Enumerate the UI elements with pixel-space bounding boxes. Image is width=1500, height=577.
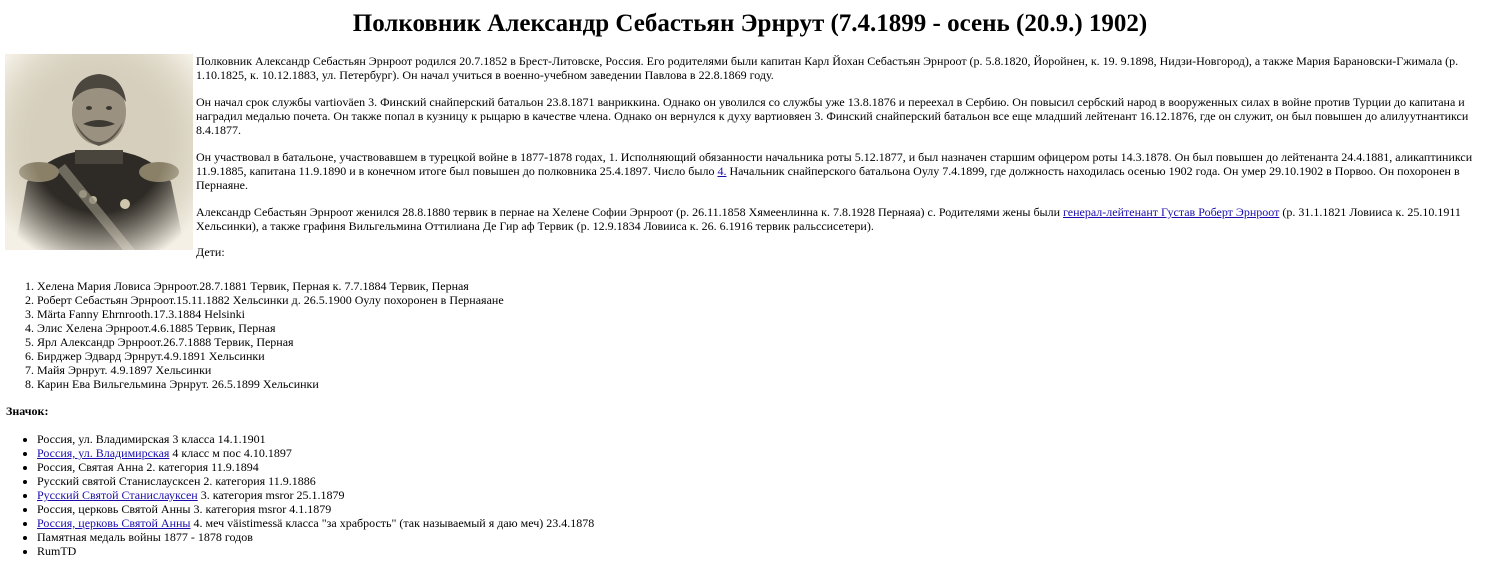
badge-text: Россия, ул. Владимирская 3 класса 14.1.1901 — [37, 432, 266, 446]
list-item — [37, 516, 1500, 530]
marriage-text-start: Александр Себастьян Эрнроот женился 28.8.1880 тервик в пернае на Хелене Софии Эрнроот (р. 26.11.1858 Хямеенлинна к. 7.8.1928 Пернаяа) с. Родителями жены были — [196, 205, 1064, 219]
list-item: 2. Роберт Себастьян Эрнроот.15.11.1882 Хельсинки д. 26.5.1900 Оулу похоронен в Пернаяане — [37, 293, 1500, 307]
badge-link[interactable]: Русский Святой Станислауксен — [37, 488, 198, 502]
badge-text: Россия, Святая Анна 2. категория 11.9.1894 — [37, 460, 259, 474]
badges-heading: Значок: — [6, 404, 49, 418]
children-list — [0, 279, 1500, 391]
list-item: 6. Бирджер Эдвард Эрнрут.4.9.1891 Хельсинки — [37, 349, 1500, 363]
list-item: 4. Элис Хелена Эрнроот.4.6.1885 Тервик, Перная — [37, 321, 1500, 335]
list-item — [37, 432, 1500, 446]
page-title: Полковник Александр Себастьян Эрнрут (7.4.1899 - осень (20.9.) 1902) — [352, 10, 1148, 37]
battalion-number-link[interactable]: 4. — [717, 164, 727, 178]
list-item — [37, 446, 1500, 460]
career-text-end: Начальник снайперского батальона Оулу 7.4.1899, где должность находилась осенью 1902 года. Он умер 29.10.1902 в Порвоо. Он похоронен в Пернаяне. — [196, 164, 1460, 192]
bio-paragraph-service: Он начал срок службы vartioväen 3. Финский снайперский батальон 23.8.1871 ванриккина. Однако он уволился со службы уже 13.8.1876 и переехал в Сербию. Он повысил сербский народ в вооруженных силах в войне против Турции до капитана и наградил медалью почета. Он также попал в кузницу к рыцарю в качестве члена. Однако он вернулся к духу вартиовяен 3. Финский снайперский батальон все еще младший лейтенант 16.12.1876, где он служит, он был повышен до алилуутнантикси 8.4.1877. — [196, 95, 1469, 137]
badge-text: Памятная медаль войны 1877 - 1878 годов — [37, 530, 253, 544]
badge-link[interactable]: Россия, церковь Святой Анны — [37, 516, 191, 530]
list-item — [37, 544, 1500, 558]
list-item — [37, 460, 1500, 474]
list-item — [37, 530, 1500, 544]
bio-paragraph-career — [196, 150, 1496, 192]
portrait-photo — [5, 54, 193, 250]
gustav-robert-ehrnrooth-link[interactable]: генерал-лейтенант Густав Роберт Эрнроот — [1063, 205, 1280, 219]
children-label: Дети: — [196, 245, 225, 259]
badge-text: Русский святой Станислаусксен 2. категория 11.9.1886 — [37, 474, 316, 488]
marriage-text-end: (р. 31.1.1821 Ловииса к. 25.10.1911 Хельсинки), а также графиня Вильгельмина Оттилиана Де Гир аф Тервик (р. 12.9.1834 Ловииса к. 26. 6.1916 тервик ральссисетери). — [196, 205, 1461, 233]
list-item: 5. Ярл Александр Эрнроот.26.7.1888 Тервик, Перная — [37, 335, 1500, 349]
list-item: 7. Майя Эрнрут. 4.9.1897 Хельсинки — [37, 363, 1500, 377]
badge-text: 4 класс м пос 4.10.1897 — [169, 446, 292, 460]
badges-list — [0, 432, 1500, 558]
bio-paragraph-birth: Полковник Александр Себастьян Эрнроот родился 20.7.1852 в Брест-Литовске, Россия. Его родителями были капитан Карл Йохан Себастьян Эрнроот (р. 5.8.1820, Йоройнен, к. 19. 9.1898, Нидзи-Новгород), а также Мария Барановски-Гжимала (р. 1.10.1825, к. 10.12.1883, ул. Петербург). Он начал учиться в военно-учебном заведении Павлова в 22.8.1869 году. — [196, 54, 1459, 82]
list-item: 1. Хелена Мария Ловиса Эрнроот.28.7.1881 Тервик, Перная к. 7.7.1884 Тервик, Перная — [37, 279, 1500, 293]
biography-section — [0, 54, 1500, 271]
badge-text: RumTD — [37, 544, 77, 558]
list-item — [37, 488, 1500, 502]
biography-text — [196, 54, 1496, 259]
bio-paragraph-marriage — [196, 205, 1496, 233]
badge-text: 4. меч väistimessä класса "за храбрость" (так называемый я даю меч) 23.4.1878 — [190, 516, 595, 530]
badge-text: Россия, церковь Святой Анны 3. категория msror 4.1.1879 — [37, 502, 332, 516]
list-item — [37, 474, 1500, 488]
career-text-start: Он участвовал в батальоне, участвовавшем в турецкой войне в 1877-1878 годах, 1. Исполняющий обязанности начальника роты 5.12.1877, и был назначен старшим офицером роты 14.3.1878. Он был повышен до лейтенанта 24.4.1881, аликаптиникси 11.9.1885, капитана 11.9.1890 и в конечном итоге был повышен до полковника 25.4.1897. Число было — [196, 150, 1473, 178]
list-item: 8. Карин Ева Вильгельмина Эрнрут. 26.5.1899 Хельсинки — [37, 377, 1500, 391]
list-item: 3. Märta Fanny Ehrnrooth.17.3.1884 Helsinki — [37, 307, 1500, 321]
badge-text: 3. категория msror 25.1.1879 — [197, 488, 345, 502]
badge-link[interactable]: Россия, ул. Владимирская — [37, 446, 170, 460]
list-item — [37, 502, 1500, 516]
